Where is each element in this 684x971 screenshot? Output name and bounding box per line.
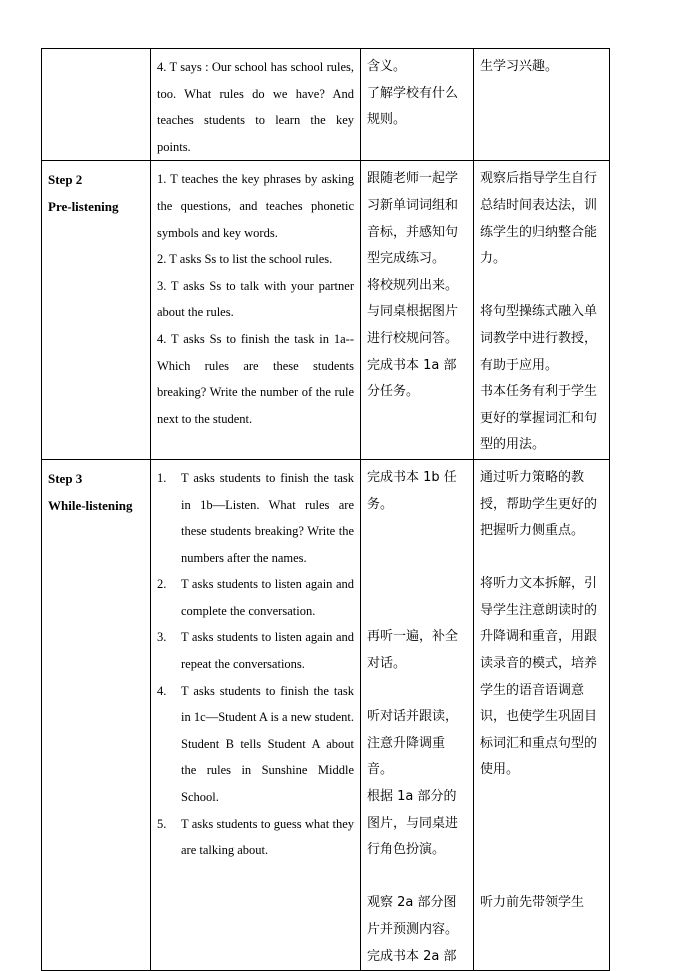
step-title: While-listening <box>48 497 133 513</box>
step-title: Pre-listening <box>48 199 119 215</box>
list-item: 4. T asks students to finish the task in 1c—Student A is a new student. Student B tells Student A about the rules in Sunshine Middle School. <box>157 683 354 805</box>
list-item: 1. T asks students to finish the task in 1b—Listen. What rules are these students breaking? Write the numbers after the names. <box>157 470 354 565</box>
purpose-cell: 通过听力策略的教授，帮助学生更好的把握听力侧重点。 将听力文本拆解，引导学生注意朗读时的升降调和重音，用跟读录音的模式，培养学生的语音语调意识，也使学生巩固目标词汇和重点句型的使用。 听力前先带领学生 <box>474 459 610 970</box>
student-activity-cell: 跟随老师一起学习新单词词组和音标，并感知句型完成练习。 将校规列出来。 与同桌根据图片进行校规问答。 完成书本 1a 部分任务。 <box>361 161 474 460</box>
step-cell <box>42 161 151 460</box>
table-row <box>42 161 610 460</box>
step-number: Step 3 <box>48 470 83 486</box>
list-item: 5. T asks students to guess what they are talking about. <box>157 816 354 858</box>
purpose-cell: 观察后指导学生自行总结时间表达法，训练学生的归纳整合能力。 将句型操练式融入单词教学中进行教授，有助于应用。 书本任务有利于学生更好的掌握词汇和句型的用法。 <box>474 161 610 460</box>
list-item: 3. T asks students to listen again and repeat the conversations. <box>157 630 354 672</box>
lesson-plan-table <box>41 48 610 971</box>
table-row <box>42 459 610 970</box>
step-number: Step 2 <box>48 172 83 188</box>
teacher-activity-cell: 4. T says : Our school has school rules, too. What rules do we have? And teaches students to learn the key points. <box>151 49 361 161</box>
table-row <box>42 49 610 161</box>
teacher-activity-cell <box>151 459 361 970</box>
list-item: 2. T asks students to listen again and complete the conversation. <box>157 577 354 618</box>
student-activity-cell: 完成书本 1b 任务。 再听一遍，补全对话。 听对话并跟读，注意升降调重音。 根据 1a 部分的图片，与同桌进行角色扮演。 观察 2a 部分图片并预测内容。 完成书本 2a 部 <box>361 459 474 970</box>
purpose-cell: 生学习兴趣。 <box>474 49 610 161</box>
step-cell <box>42 49 151 161</box>
step-cell <box>42 459 151 970</box>
student-activity-cell: 含义。 了解学校有什么规则。 <box>361 49 474 161</box>
teacher-activity-cell: 1. T teaches the key phrases by asking the questions, and teaches phonetic symbols and key words. 2. T asks Ss to list the school rules. 3. T asks Ss to talk with your partner about the rules. 4. T asks Ss to finish the task in 1a-- Which rules are these students breaking? Write the number of the rule next to the student. <box>151 161 361 460</box>
